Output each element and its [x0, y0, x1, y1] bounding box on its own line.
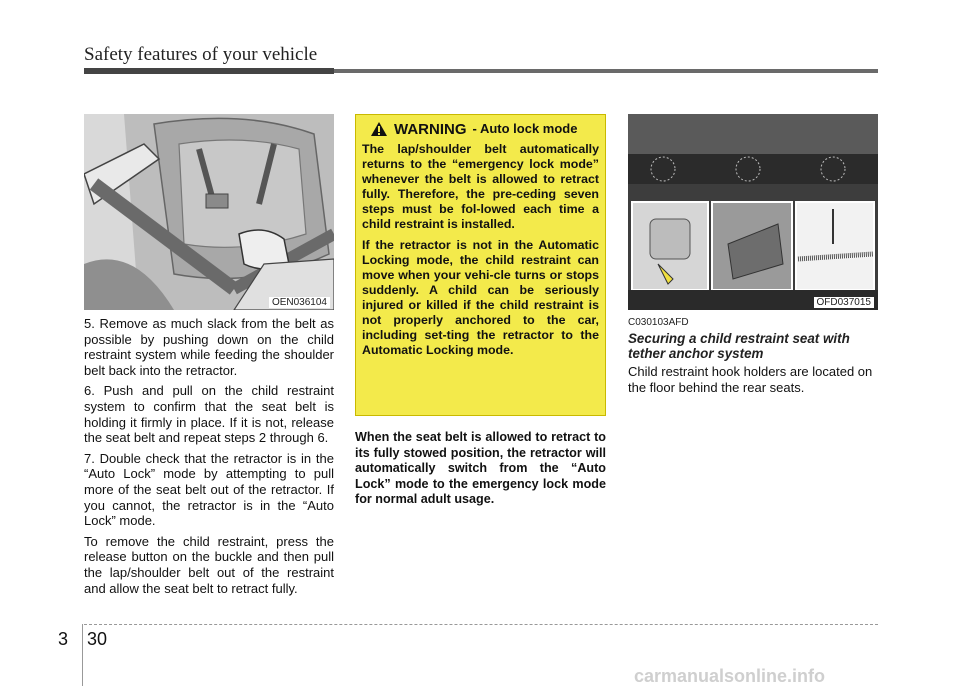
footer-divider [82, 624, 83, 686]
tether-anchor-drawing [628, 114, 878, 310]
figure-code: OFD037015 [814, 297, 874, 308]
footer-rule [84, 624, 878, 625]
remove-paragraph: To remove the child restraint, press the release button on the buckle and then pull the lap/shoulder belt out of the restraint and allow the seat belt to retract fully. [84, 533, 334, 596]
warning-word: WARNING [394, 121, 467, 138]
warning-subtitle: - Auto lock mode [472, 121, 578, 136]
section-body: Child restraint hook holders are located on the floor behind the rear seats. [628, 364, 873, 395]
step-item: 6. Push and pull on the child restraint system to confirm that the seat belt is holding it firmly in place. If it is not, release the seat belt and repeat steps 2 through 6. [84, 383, 334, 446]
section-number: 3 [58, 629, 69, 649]
auto-lock-note: When the seat belt is allowed to retract to its fully stowed position, the retractor will automatically switch from the “Auto Lock” mode to the emergency lock mode for normal adult usage. [355, 430, 606, 506]
section-heading: Securing a child restraint seat with tether anchor system [628, 331, 850, 361]
tether-anchor-illustration [628, 114, 878, 310]
warning-paragraph: If the retractor is not in the Automatic Locking mode, the child restraint can move when your vehi-cle turns or stops suddenly. A child can be seriously injured or killed if the child restraint is not properly anchored to the car, including set-ting the retractor to the Automatic Locking mode. [362, 238, 599, 357]
page-number: 30 [87, 629, 108, 649]
warning-paragraph: The lap/shoulder belt automatically returns to the “emergency lock mode” whenever the belt is allowed to retract fully. Therefore, the pre-ceding seven steps must be fol-lowed each time a child restraint is installed. [362, 142, 599, 231]
warning-box [355, 114, 606, 416]
header-rule [84, 69, 878, 73]
instruction-steps [84, 316, 334, 596]
warning-heading [370, 121, 599, 138]
warning-triangle-icon [370, 121, 388, 137]
section-code: C030103AFD [628, 317, 689, 328]
figure-code: OEN036104 [269, 297, 330, 308]
child-seat-illustration [84, 114, 334, 310]
page-header-title: Safety features of your vehicle [84, 44, 318, 65]
step-item: 5. Remove as much slack from the belt as possible by pushing down on the child restraint system while feeding the shoulder belt back into the retractor. [84, 316, 334, 378]
child-seat-drawing [84, 114, 334, 310]
step-item: 7. Double check that the retractor is in the “Auto Lock” mode by attempting to pull more of the seat belt out of the retractor. If you cannot, the retractor is in the “Auto Lock” mode. [84, 450, 334, 529]
watermark: carmanualsonline.info [634, 666, 826, 686]
